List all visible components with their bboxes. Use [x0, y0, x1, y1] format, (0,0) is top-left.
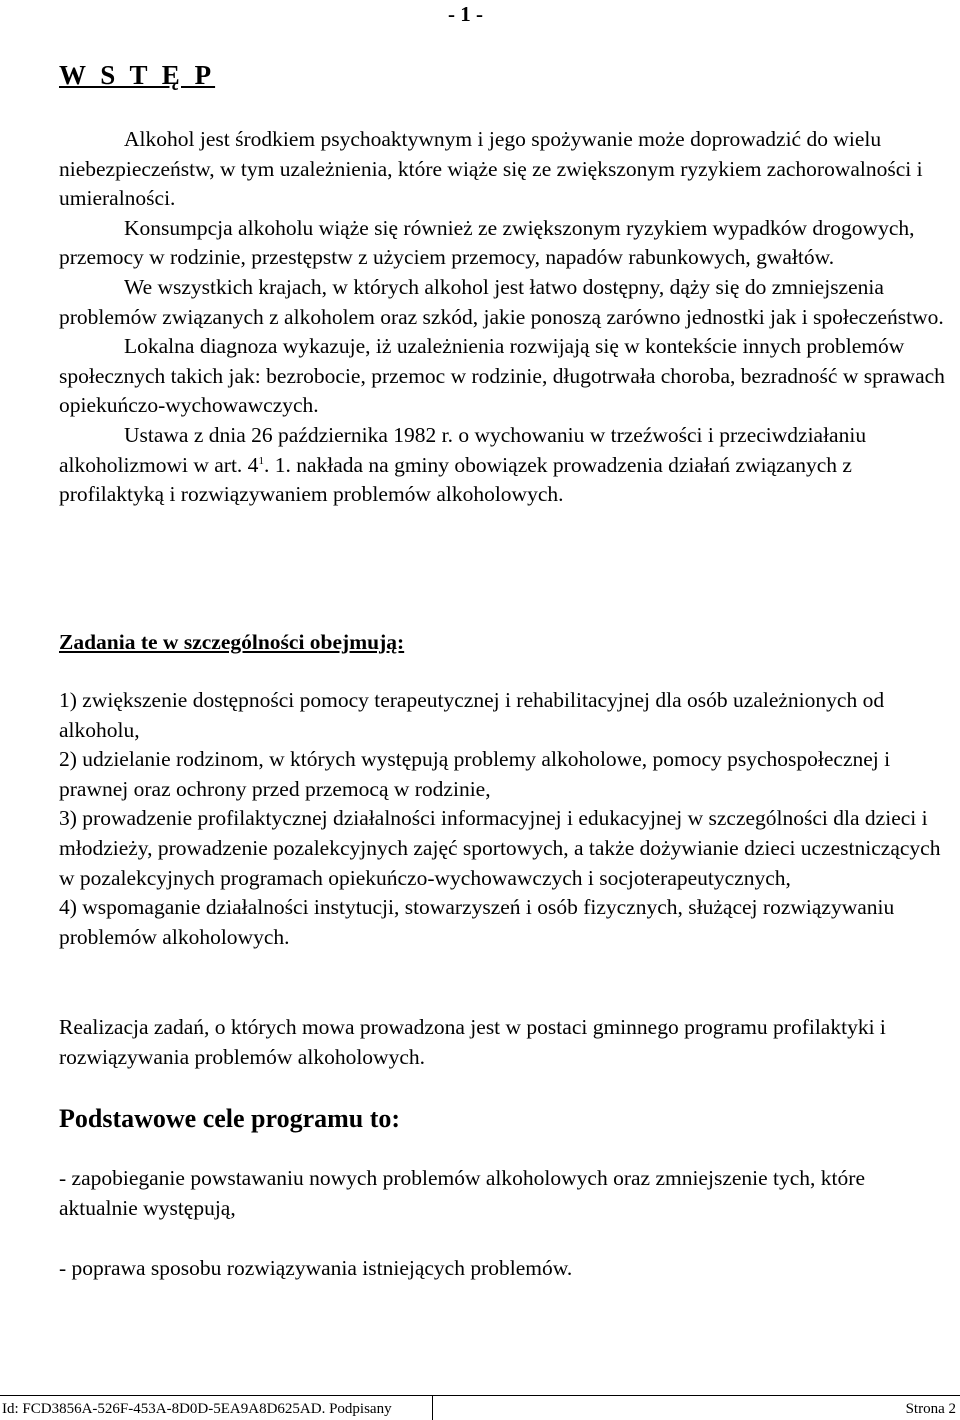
footer-divider	[432, 1396, 433, 1420]
tasks-heading: Zadania te w szczególności obejmują:	[59, 630, 405, 654]
footer-page-label: Strona 2	[905, 1401, 956, 1417]
page-footer	[0, 1395, 960, 1420]
document-id: Id: FCD3856A-526F-453A-8D0D-5EA9A8D625AD. Podpisany	[2, 1401, 392, 1417]
intro-paragraph-3: We wszystkich krajach, w których alkohol jest łatwo dostępny, dąży się do zmniejszenia problemów związanych z alkoholem oraz szkód, jakie ponoszą zarówno jednostki jak i społeczeństwo.	[59, 274, 944, 329]
intro-section	[59, 125, 949, 510]
statute-text: Ustawa z dnia 26 października 1982 r. o wychowaniu w trzeźwości i przeciwdziałaniu alkoholizmowi w art. 4	[59, 422, 867, 477]
realization-paragraph: Realizacja zadań, o których mowa prowadzona jest w postaci gminnego programu profilaktyki i rozwiązywania problemów alkoholowych.	[59, 1015, 886, 1069]
intro-paragraph-2: Konsumpcja alkoholu wiąże się również ze zwiększonym ryzykiem wypadków drogowych, przemocy w rodzinie, przestępstw z użyciem przemocy, napadów rabunkowych, gwałtów.	[59, 215, 915, 270]
intro-paragraph-1: Alkohol jest środkiem psychoaktywnym i jego spożywanie może doprowadzić do wielu niebezpieczeństw, w tym uzależnienia, które wiąże się ze zwiększonym ryzykiem zachorowalności i umieralności.	[59, 127, 923, 211]
intro-paragraph-5	[59, 421, 949, 510]
task-item-2: 2) udzielanie rodzinom, w których występują problemy alkoholowe, pomocy psychospołecznej i prawnej oraz ochrony przed przemocą w rodzinie,	[59, 747, 891, 801]
goals-heading: Podstawowe cele programu to:	[59, 1104, 401, 1133]
intro-paragraph-4: Lokalna diagnoza wykazuje, iż uzależnienia rozwijają się w kontekście innych problemów społecznych takich jak: bezrobocie, przemoc w rodzinie, długotrwała choroba, bezradność w sprawach opiekuńczo-wychowawczych.	[59, 334, 945, 418]
task-item-1: 1) zwiększenie dostępności pomocy terapeutycznej i rehabilitacyjnej dla osób uzależnionych od alkoholu,	[59, 688, 885, 742]
statute-text-continued: . 1. nakłada na gminy obowiązek prowadzenia działań związanych z profilaktyką i rozwiązywaniem problemów alkoholowych.	[59, 452, 852, 507]
section-heading-wstep: W S T Ę P	[59, 60, 216, 90]
tasks-list	[59, 686, 949, 952]
goal-item-2: - poprawa sposobu rozwiązywania istniejących problemów.	[59, 1256, 573, 1280]
article-superscript: 1	[258, 454, 264, 467]
task-item-3: 3) prowadzenie profilaktycznej działalności informacyjnej i edukacyjnej w szczególności dla dzieci i młodzieży, prowadzenie pozalekcyjnych zajęć sportowych, a także dożywianie dzieci uczestniczących w pozalekcyjnych programach opiekuńczo-wychowawczych i socjoterapeutycznych,	[59, 806, 941, 890]
task-item-4: 4) wspomaganie działalności instytucji, stowarzyszeń i osób fizycznych, służącej rozwiązywaniu problemów alkoholowych.	[59, 895, 895, 949]
page-number: - 1 -	[448, 2, 483, 26]
goal-item-1: - zapobieganie powstawaniu nowych problemów alkoholowych oraz zmniejszenie tych, które aktualnie występują,	[59, 1166, 865, 1220]
